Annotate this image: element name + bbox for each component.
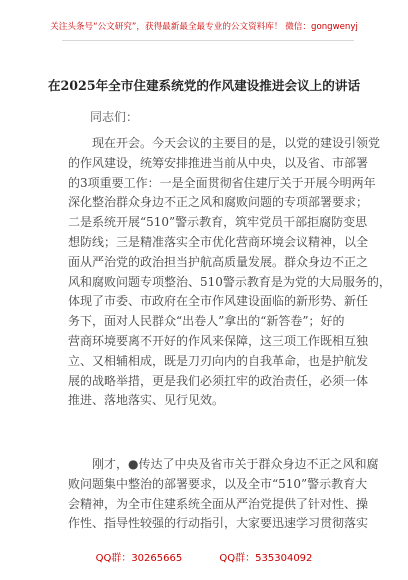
header-divider — [62, 40, 354, 41]
greeting: 同志们： — [90, 110, 139, 124]
paragraph-line: 营商环境要离不开好的作风来保障，这三项工作既相互独 — [68, 333, 369, 348]
paragraph-line: 现在开会。今天会议的主要目的是，以党的建设引领党 — [92, 136, 381, 150]
paragraph-line: 深化整治群众身边不正之风和腐败问题的专项部署要求； — [68, 195, 369, 210]
qq-group-2: QQ群：535304092 — [219, 553, 313, 564]
footer-contact — [0, 549, 408, 564]
paragraph-line: 败问题集中整治的部署要求，以及全市“510”警示教育大 — [68, 476, 368, 491]
paragraph-line: 会精神，为全市住建系统全面从严治党提供了针对性、操 — [68, 496, 369, 511]
paragraph-line: 展的战略举措，更是我们必须扛牢的政治责任，必须一体 — [68, 373, 369, 388]
qq-group-1: QQ群：30265665 — [95, 553, 183, 564]
paragraph-line: 风和腐败问题专项整治、510警示教育是为党的大局服务的， — [68, 274, 391, 289]
paragraph-1 — [68, 134, 391, 411]
paragraph-line: 面从严治党的政治担当护航高质量发展。群众身边不正之 — [68, 254, 369, 269]
paragraph-2 — [68, 455, 379, 534]
paragraph-line: 立、又相辅相成，既是刀刃向内的自我革命，也是护航发 — [68, 353, 369, 368]
paragraph-line: 推进、落地落实、见行见效。 — [68, 393, 225, 408]
paragraph-line: 想防线；三是精准落实全市优化营商环境会议精神，以全 — [68, 234, 369, 249]
paragraph-line: 的3项重要工作：一是全面贯彻省住建厅关于开展今明两年 — [68, 175, 376, 190]
paragraph-line: 二是系统开展“510”警示教育，筑牢党员干部拒腐防变思 — [68, 215, 368, 230]
document-title: 在2025年全市住建系统党的作风建设推进会议上的讲话 — [47, 78, 361, 93]
header-banner: 关注头条号“公文研究”，获得最新最全最专业的公文资料库！ 微信：gongwenyj — [50, 22, 358, 32]
paragraph-line: 作性、指导性较强的行动指引，大家要迅速学习贯彻落实 — [68, 516, 369, 531]
paragraph-line: 的作风建设，统筹安排推进当前从中央，以及省、市部署 — [68, 155, 369, 170]
paragraph-line: 刚才，●传达了中央及省市关于群众身边不正之风和腐 — [92, 457, 379, 471]
paragraph-line: 务下，面对人民群众“出卷人”拿出的“新答卷”；好的 — [68, 314, 345, 329]
paragraph-line: 体现了市委、市政府在全市作风建设面临的新形势、新任 — [68, 294, 369, 309]
